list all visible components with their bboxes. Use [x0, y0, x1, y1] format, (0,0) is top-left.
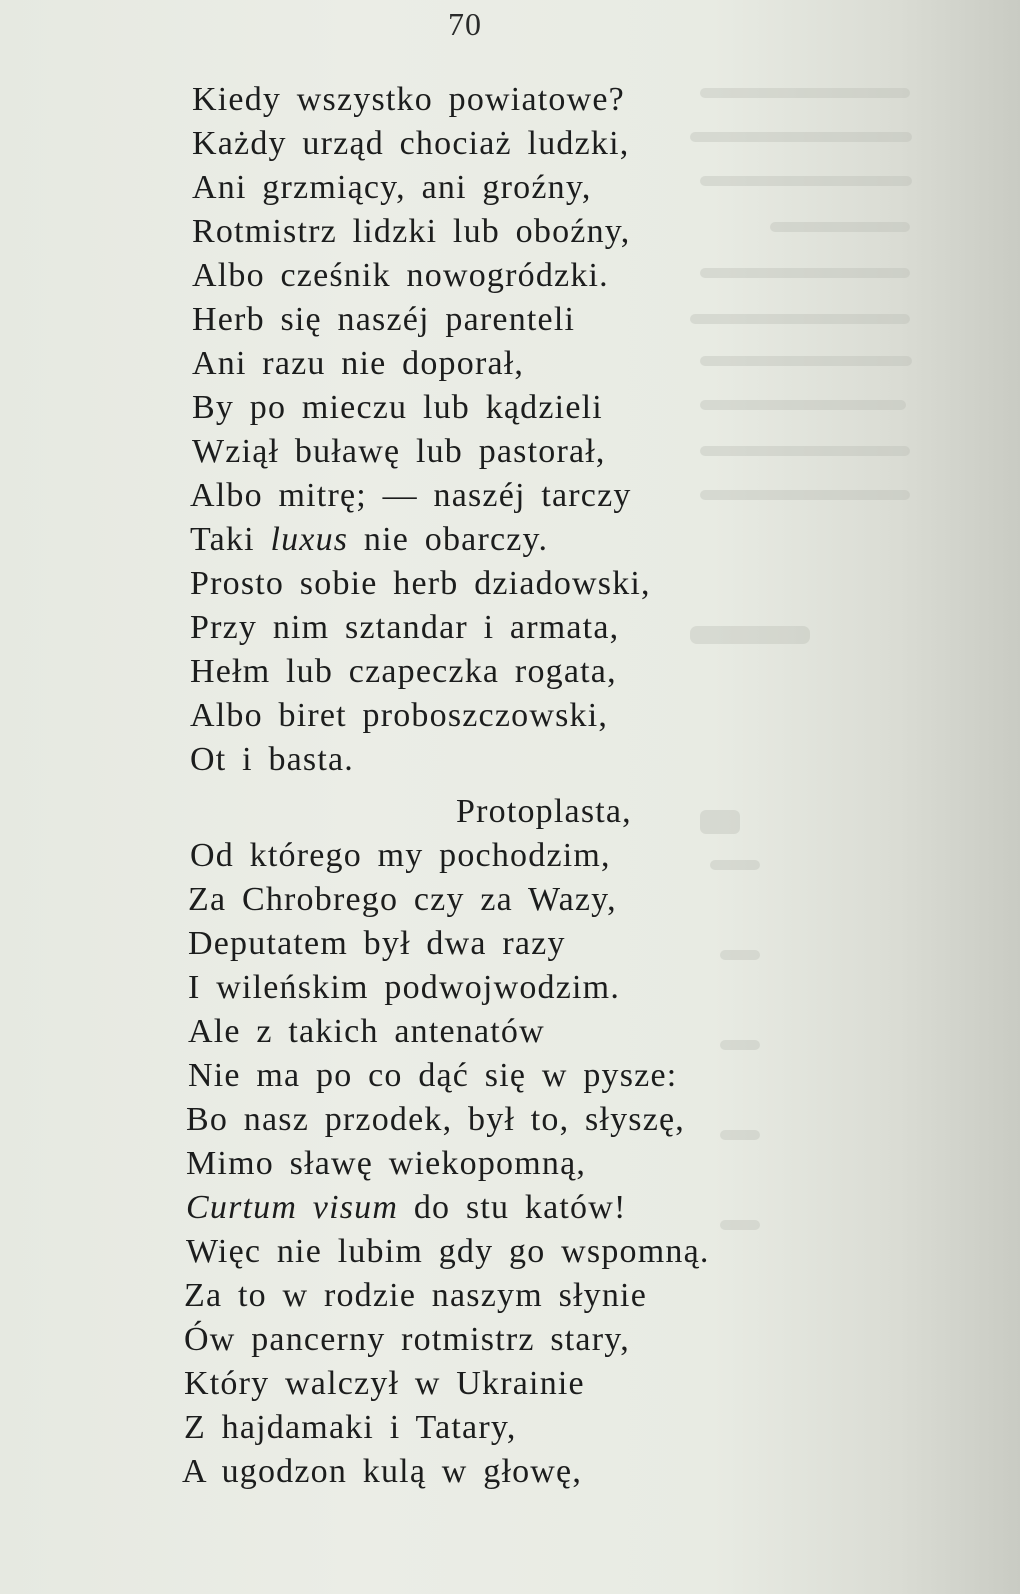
- page-number: 70: [448, 6, 482, 42]
- poem-line-text: do stu katów!: [398, 1189, 627, 1226]
- italic-term: Curtum visum: [186, 1189, 399, 1226]
- poem-line: Deputatem był dwa razy: [188, 925, 566, 962]
- poem-line: Za Chrobrego czy za Wazy,: [188, 881, 617, 918]
- poem-line: A ugodzon kulą w głowę,: [182, 1453, 583, 1490]
- poem-line: Od którego my pochodzim,: [190, 837, 611, 874]
- poem-line: Bo nasz przodek, był to, słyszę,: [186, 1101, 685, 1138]
- poem-line: Ale z takich antenatów: [188, 1013, 545, 1050]
- poem-line-text: nie obarczy.: [348, 521, 549, 558]
- poem-line: Prosto sobie herb dziadowski,: [190, 565, 651, 602]
- poem-line: Ot i basta.: [190, 741, 355, 778]
- poem-line: Ani razu nie doporał,: [192, 345, 525, 382]
- poem-line: [186, 1188, 627, 1228]
- poem-line: Każdy urząd chociaż ludzki,: [192, 125, 630, 162]
- poem-line: Kiedy wszystko powiatowe?: [192, 81, 625, 118]
- poem-line: Wziął buławę lub pastorał,: [192, 433, 606, 470]
- poem-line: Nie ma po co dąć się w pysze:: [188, 1057, 678, 1094]
- poem-line: Więc nie lubim gdy go wspomną.: [186, 1233, 710, 1270]
- poem-line: Albo mitrę; — naszéj tarczy: [190, 477, 632, 514]
- poem-line: Rotmistrz lidzki lub oboźny,: [192, 213, 631, 250]
- poem-line: [190, 520, 548, 560]
- poem-line: Hełm lub czapeczka rogata,: [190, 653, 617, 690]
- poem-line: Mimo sławę wiekopomną,: [186, 1145, 587, 1182]
- poem-line: Ów pancerny rotmistrz stary,: [184, 1321, 630, 1358]
- poem-line: Przy nim sztandar i armata,: [190, 609, 620, 646]
- italic-term: luxus: [270, 521, 349, 558]
- poem-line-text: Taki: [190, 521, 271, 558]
- poem-line: Który walczył w Ukrainie: [184, 1365, 585, 1402]
- poem-line: By po mieczu lub kądzieli: [192, 389, 603, 426]
- poem-line: Za to w rodzie naszym słynie: [184, 1277, 647, 1314]
- poem-line: Albo biret proboszczowski,: [190, 697, 609, 734]
- poem-line: Albo cześnik nowogródzki.: [192, 257, 609, 294]
- poem-line: Herb się naszéj parenteli: [192, 301, 576, 338]
- poem-line: I wileńskim podwojwodzim.: [188, 969, 621, 1006]
- poem-line: Ani grzmiący, ani groźny,: [192, 169, 592, 206]
- poem-line-indented: Protoplasta,: [456, 793, 632, 830]
- poem-line: Z hajdamaki i Tatary,: [184, 1409, 517, 1446]
